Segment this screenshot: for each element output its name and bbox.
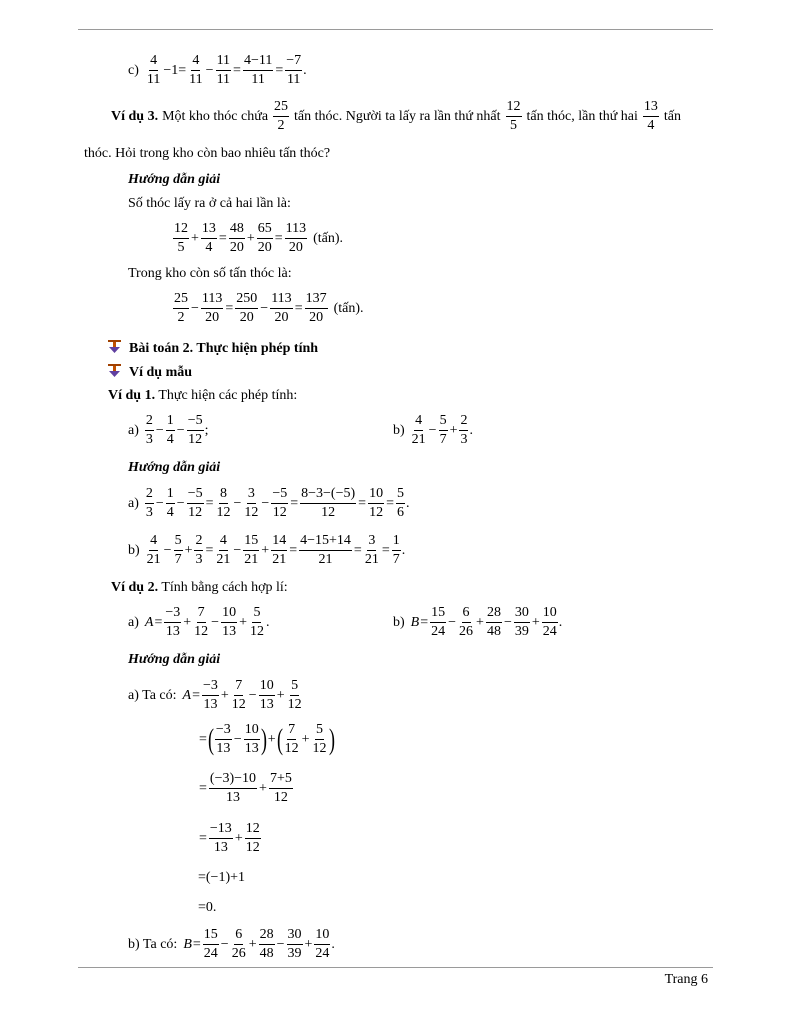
example-1-a-problem: a) $\frac{2}{3}$ − $\frac{1}{4}$ − $\frac{-5}{12}$ ; — [128, 413, 209, 447]
ta-co-label: a) Ta có: — [128, 687, 177, 703]
example-2-text: Tính bằng cách hợp lí: — [161, 580, 288, 595]
item-label-a: a) — [128, 422, 139, 438]
equation-c: c) $\frac{4}{11}$ −1= $\frac{4}{11}$ − $\frac{11}{11}$ = $\frac{4-11}{11}$ = $\frac{-7}{11}$ . — [128, 53, 307, 87]
example-2-a-step-2: = ( $\frac{-3}{13}$ − $\frac{10}{13}$ ) + ( $\frac{7}{12}$ + $\frac{5}{12}$ ) — [199, 722, 335, 756]
example-1-statement — [108, 389, 297, 403]
guide-heading: Hướng dẫn giải — [128, 460, 221, 475]
header-rule — [78, 29, 713, 30]
page-number: Trang 6 — [664, 972, 708, 987]
arrow-down-bullet-icon — [108, 364, 121, 377]
unit-text: (tấn). — [313, 230, 344, 246]
item-label-b: b) — [393, 422, 405, 438]
example-2-statement — [111, 581, 288, 595]
example-3-text-2: tấn thóc. Người ta lấy ra lần thứ nhất — [294, 108, 501, 124]
example-1-b-solution: b) $\frac{4}{21}$ − $\frac{5}{7}$ + $\frac{2}{3}$ = $\frac{4}{21}$ − $\frac{15}{21}$ + $\frac{14}{21}$ = $\frac{4-15+14}{21}$ = $\frac{3}{21}$ = $\frac{1}{7}$ . — [128, 533, 406, 567]
item-label-a: a) — [128, 614, 139, 630]
item-label-b: b) — [128, 542, 140, 558]
example-2-b-step-1: b) Ta có: B = $\frac{15}{24}$ − $\frac{6}{26}$ + $\frac{28}{48}$ − $\frac{30}{39}$ + $\frac{10}{24}$ . — [128, 927, 335, 961]
example-2-a-step-1: a) Ta có: A = $\frac{-3}{13}$ + $\frac{7}{12}$ − $\frac{10}{13}$ + $\frac{5}{12}$ — [128, 678, 302, 712]
solution-sentence: Số thóc lấy ra ở cả hai lần là: — [128, 196, 291, 211]
example-3-statement: Ví dụ 3. Một kho thóc chứa $\frac{25}{2}$ tấn thóc. Người ta lấy ra lần thứ nhất $\frac{12}{5}$ tấn thóc, lần thứ hai $\frac{13}{4}$ tấn — [111, 99, 682, 133]
footer-rule — [78, 967, 713, 968]
equation-total-taken: $\frac{12}{5}$ + $\frac{13}{4}$ = $\frac{48}{20}$ + $\frac{65}{20}$ = $\frac{113}{20}$ (tấn). — [174, 221, 344, 255]
example-3-text-1: Một kho thóc chứa — [162, 108, 269, 124]
item-label-a: a) — [128, 495, 139, 511]
example-2-a-step-6: =0. — [198, 900, 217, 915]
example-1-text: Thực hiện các phép tính: — [158, 388, 298, 403]
example-1-a-solution: a) $\frac{2}{3}$ − $\frac{1}{4}$ − $\frac{-5}{12}$ = $\frac{8}{12}$ − $\frac{3}{12}$ − $\frac{-5}{12}$ = $\frac{8-3-(-5)}{12}$ = $\frac{10}{12}$ = $\frac{5}{6}$ . — [128, 486, 410, 520]
arrow-down-bullet-icon — [108, 340, 121, 353]
example-2-label: Ví dụ 2. — [111, 580, 159, 595]
item-label-b: b) — [393, 614, 405, 630]
example-1-label: Ví dụ 1. — [108, 388, 156, 403]
example-2-a-step-3: = $\frac{(-3)-10}{13}$ + $\frac{7+5}{12}$ — [199, 771, 292, 805]
example-1-b-problem: b) $\frac{4}{21}$ − $\frac{5}{7}$ + $\frac{2}{3}$ . — [393, 413, 473, 447]
section-heading-bai-toan: Bài toán 2. Thực hiện phép tính — [108, 340, 318, 356]
example-2-a-step-5: =(−1)+1 — [198, 870, 246, 885]
equation-remaining: $\frac{25}{2}$ − $\frac{113}{20}$ = $\frac{250}{20}$ − $\frac{113}{20}$ = $\frac{137}{20}$ (tấn). — [174, 291, 364, 325]
item-label-c: c) — [128, 62, 139, 78]
guide-heading: Hướng dẫn giải — [128, 652, 221, 667]
ta-co-label: b) Ta có: — [128, 936, 178, 952]
example-3-label: Ví dụ 3. — [111, 108, 159, 124]
example-3-text-3: tấn thóc, lần thứ hai — [526, 108, 638, 124]
example-2-b-problem: b) B = $\frac{15}{24}$ − $\frac{6}{26}$ + $\frac{28}{48}$ − $\frac{30}{39}$ + $\frac{10}{24}$ . — [393, 605, 563, 639]
solution-sentence: Trong kho còn số tấn thóc là: — [128, 266, 292, 281]
example-3-text-5: thóc. Hỏi trong kho còn bao nhiêu tấn thóc? — [84, 146, 331, 161]
example-2-a-step-4: = $\frac{-13}{13}$ + $\frac{12}{12}$ — [199, 821, 260, 855]
section-heading-vi-du-mau: Ví dụ mẫu — [108, 364, 192, 380]
example-2-a-problem: a) A = $\frac{-3}{13}$ + $\frac{7}{12}$ − $\frac{10}{13}$ + $\frac{5}{12}$ . — [128, 605, 270, 639]
unit-text: (tấn). — [333, 300, 364, 316]
guide-heading: Hướng dẫn giải — [128, 172, 221, 187]
example-3-text-4: tấn — [663, 108, 682, 124]
